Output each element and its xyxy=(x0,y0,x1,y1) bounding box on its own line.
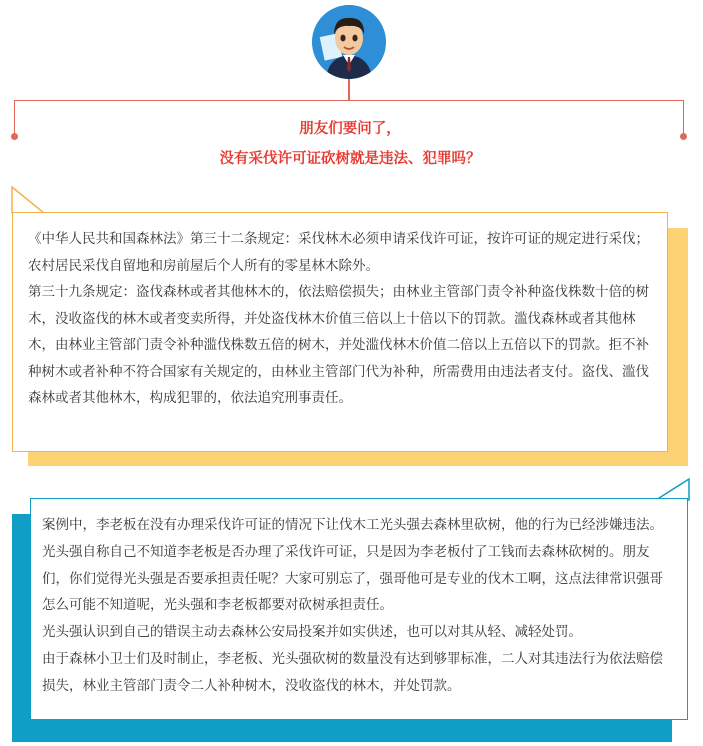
law-paragraph-2: 第三十九条规定：盗伐森林或者其他林木的，依法赔偿损失；由林业主管部门责令补种盗伐株数十倍的树木，没收盗伐的林木或者变卖所得，并处盗伐林木价值三倍以上十倍以下的罚款。滥伐森林或者其他林木，由林业主管部门责令补种滥伐株数五倍的树木，并处滥伐林木价值二倍以上五倍以下的罚款。拒不补种树木或者补种不符合国家有关规定的，由林业主管部门代为补种，所需费用由违法者支付。盗伐、滥伐森林或者其他林木，构成犯罪的，依法追究刑事责任。 xyxy=(28,284,649,406)
question-line-2: 没有采伐许可证砍树就是违法、犯罪吗？ xyxy=(219,151,481,167)
connector-line xyxy=(348,79,350,100)
bracket-dot-left xyxy=(11,133,18,140)
case-card-text xyxy=(42,512,674,700)
case-paragraph-2: 光头强认识到自己的错误主动去森林公安局投案并如实供述，也可以对其从轻、减轻处罚。 xyxy=(42,624,582,641)
case-paragraph-3: 由于森林小卫士们及时制止，李老板、光头强砍树的数量没有达到够罪标准，二人对其违法行为依法赔偿损失，林业主管部门责令二人补种树木，没收盗伐的林木，并处罚款。 xyxy=(42,650,663,694)
law-paragraph-1: 《中华人民共和国森林法》第三十二条规定：采伐林木必须申请采伐许可证，按许可证的规定进行采伐；农村居民采伐自留地和房前屋后个人所有的零星林木除外。 xyxy=(28,231,649,274)
bracket-dot-right xyxy=(680,133,687,140)
case-paragraph-1: 案例中，李老板在没有办理采伐许可证的情况下让伐木工光头强去森林里砍树，他的行为已经涉嫌违法。光头强自称自己不知道李老板是否办理了采伐许可证，只是因为李老板付了工钱而去森林砍树的。朋友们，你们觉得光头强是否要承担责任呢？大家可别忘了，强哥他可是专业的伐木工啊，这点法律常识强哥怎么可能不知道呢，光头强和李老板都要对砍树承担责任。 xyxy=(42,517,663,614)
businessman-avatar-icon xyxy=(312,5,386,79)
law-card-text xyxy=(28,226,660,412)
avatar xyxy=(312,5,386,79)
question-line-1: 朋友们要问了， xyxy=(299,121,401,137)
